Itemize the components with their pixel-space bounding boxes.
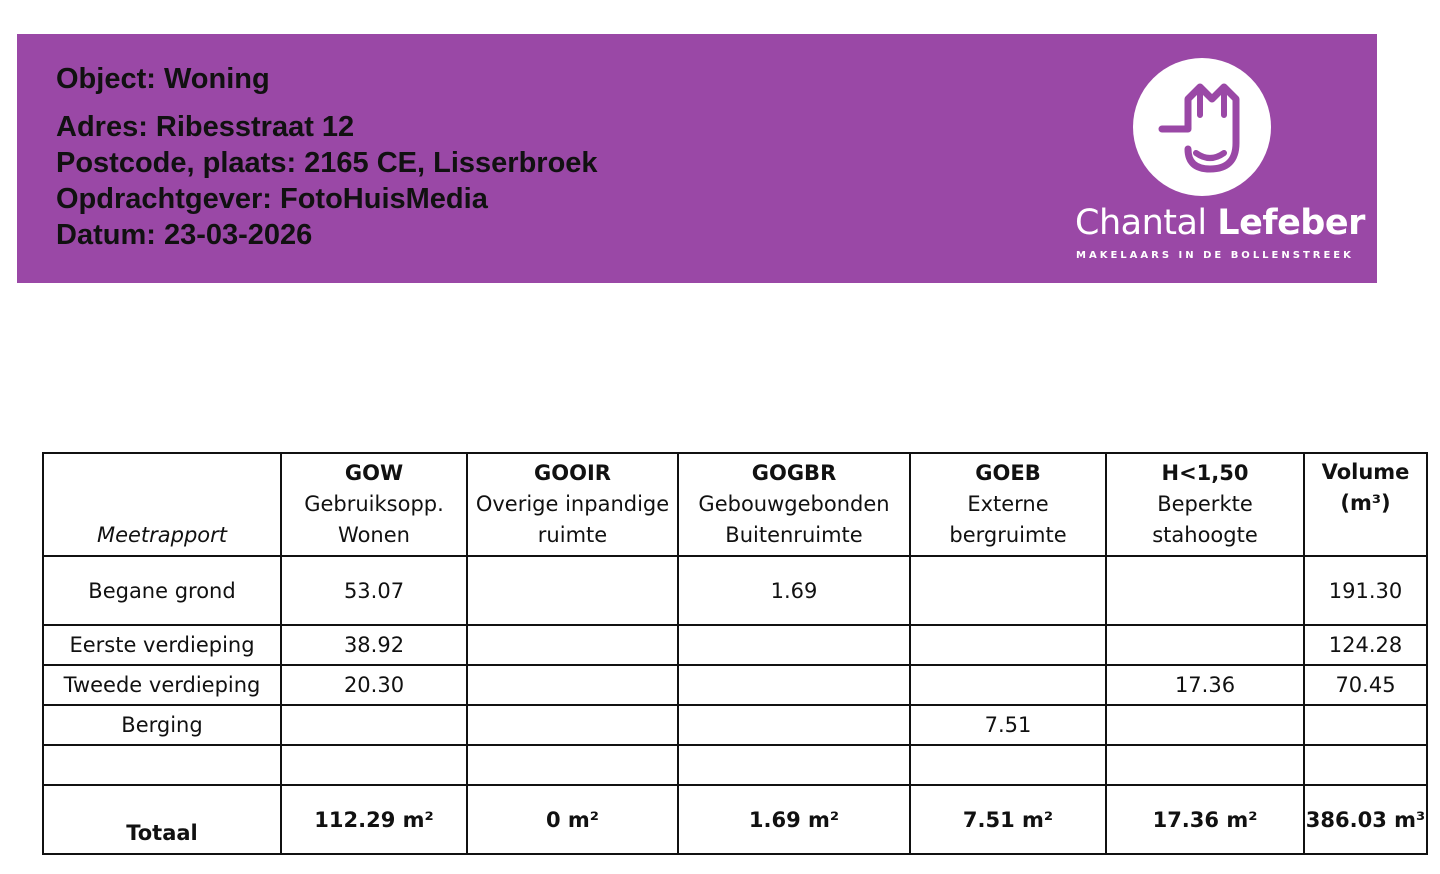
logo-name-bold: Lefeber [1217, 203, 1365, 243]
table-cell [281, 705, 467, 745]
table-cell [281, 745, 467, 785]
table-cell [678, 665, 910, 705]
corner-label: Meetrapport [43, 453, 281, 556]
total-cell: 7.51 m² [910, 785, 1106, 854]
table-header-row [43, 453, 1427, 556]
logo-tagline: MAKELAARS IN DE BOLLENSTREEK [1076, 250, 1354, 261]
table-cell [467, 556, 678, 625]
table-row [43, 745, 1427, 785]
table-cell [467, 625, 678, 665]
table-cell: 70.45 [1304, 665, 1427, 705]
total-cell: 0 m² [467, 785, 678, 854]
logo-name-light: Chantal [1075, 203, 1207, 243]
table-cell: 7.51 [910, 705, 1106, 745]
table-cell [678, 705, 910, 745]
column-header: Volume (m³) [1304, 453, 1427, 556]
table-cell: 17.36 [1106, 665, 1304, 705]
total-cell: 386.03 m³ [1304, 785, 1427, 854]
total-cell: 112.29 m² [281, 785, 467, 854]
table-cell: 53.07 [281, 556, 467, 625]
object-line: Object: Woning [56, 63, 270, 95]
column-header: GOW Gebruiksopp. Wonen [281, 453, 467, 556]
table-row [43, 556, 1427, 625]
table-cell [1106, 705, 1304, 745]
date-line: Datum: 23-03-2026 [56, 219, 313, 251]
table-cell: 1.69 [678, 556, 910, 625]
company-logo [1075, 57, 1365, 267]
row-label: Tweede verdieping [43, 665, 281, 705]
table-cell: 191.30 [1304, 556, 1427, 625]
column-header: H<1,50 Beperkte stahoogte [1106, 453, 1304, 556]
row-label [43, 745, 281, 785]
table-cell [910, 745, 1106, 785]
table-cell [910, 625, 1106, 665]
row-label: Eerste verdieping [43, 625, 281, 665]
total-cell: 17.36 m² [1106, 785, 1304, 854]
tulip-house-icon [1132, 57, 1272, 197]
table-cell: 38.92 [281, 625, 467, 665]
column-header: GOGBR Gebouwgebonden Buitenruimte [678, 453, 910, 556]
logo-wordmark [1075, 203, 1365, 243]
measurement-table [42, 452, 1428, 855]
table-cell [910, 556, 1106, 625]
table-row [43, 665, 1427, 705]
table-cell [1106, 625, 1304, 665]
table-cell [1304, 745, 1427, 785]
table-cell: 124.28 [1304, 625, 1427, 665]
row-label: Berging [43, 705, 281, 745]
table-cell [467, 705, 678, 745]
table-cell [1304, 705, 1427, 745]
table-cell [467, 665, 678, 705]
table-cell [467, 745, 678, 785]
table-cell [1106, 745, 1304, 785]
table-cell: 20.30 [281, 665, 467, 705]
address-line: Adres: Ribesstraat 12 [56, 111, 355, 143]
table-cell [678, 745, 910, 785]
table-row [43, 625, 1427, 665]
column-header: GOEB Externe bergruimte [910, 453, 1106, 556]
property-info [56, 61, 598, 253]
header-banner [17, 34, 1377, 283]
table-row [43, 705, 1427, 745]
total-row [43, 785, 1427, 854]
total-cell: 1.69 m² [678, 785, 910, 854]
total-label: Totaal [43, 785, 281, 854]
table-cell [678, 625, 910, 665]
column-header: GOOIR Overige inpandige ruimte [467, 453, 678, 556]
row-label: Begane grond [43, 556, 281, 625]
table-cell [1106, 556, 1304, 625]
table-cell [910, 665, 1106, 705]
postcode-line: Postcode, plaats: 2165 CE, Lisserbroek [56, 147, 598, 179]
client-line: Opdrachtgever: FotoHuisMedia [56, 183, 488, 215]
